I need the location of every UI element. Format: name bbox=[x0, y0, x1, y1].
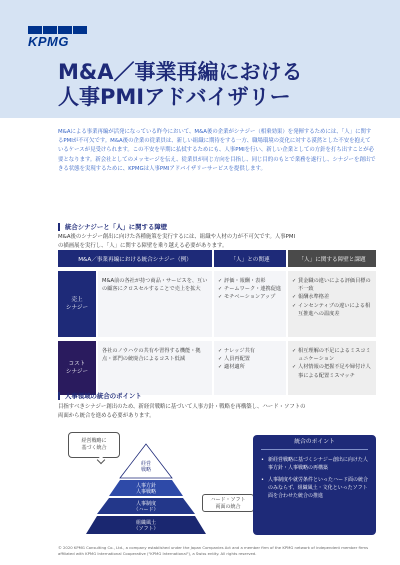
row-label-sales bbox=[58, 271, 96, 337]
list-item: ✓ 相互理解の不足によるミスコミュニケーション bbox=[292, 347, 372, 363]
hr-integration-diagram bbox=[58, 432, 376, 537]
title-line-2: 人事PMIアドバイザリー bbox=[58, 85, 291, 109]
section2-heading: 人事領域の統合のポイント bbox=[58, 392, 142, 400]
intro-paragraph: M&Aによる事業再編が活発になっている昨今において、M&A後の企業がシナジー（相乗効果）を発揮するためには、「人」に関するPMIが不可欠です。M&A後の企業の従業員は、新しい組織に期待をする一方、職場環境の変化に対する漠然とした不安を抱えているケースが見受けられます。この不安を早期に払拭するためにも、人事PMIを行い、新しい企業としての方針を打ち出すことが必要となります。新会社としてのメッセージを伝え、従業員が同じ方向を目指し、同じ目的のもとで業務を遂行し、シナジーを創出できる状態を実現するために、KPMGは人事PMIアドバイザリーサービスを提供します。 bbox=[58, 129, 376, 172]
table-row bbox=[58, 271, 376, 337]
synergy-table bbox=[58, 250, 376, 395]
list-item: ✓ モチベーションアップ bbox=[218, 293, 282, 301]
integration-points-box bbox=[253, 435, 376, 535]
row-barriers-list bbox=[288, 271, 376, 337]
pyramid-text-0: 経営戦略 bbox=[140, 461, 152, 473]
hero-banner bbox=[0, 0, 400, 118]
row-label-text: コスト シナジー bbox=[65, 361, 89, 375]
list-item: • 新経営戦略に基づくシナジー創出に向けた人事方針・人事戦略の再構築 bbox=[261, 456, 368, 472]
table-header-barriers: 「人」に関する障壁と課題 bbox=[288, 250, 376, 267]
row-label-cost bbox=[58, 341, 96, 395]
table-header-synergy: M&A／事業再編における統合シナジー（例） bbox=[58, 250, 212, 267]
logo-boxes-icon bbox=[28, 26, 90, 34]
list-item: ✓ 賃金職の違いによる評価目標の不一致 bbox=[292, 277, 372, 293]
pyramid-text-1: 人事方針人事戦略 bbox=[135, 483, 157, 495]
section2-paragraph: 目指すべきシナジー創出のため、新経営戦略に基づいて人事方針・戦略を再構築し、ハード・ソフトの両面から統合を進める必要があります。 bbox=[58, 404, 306, 419]
row-relation-list bbox=[214, 271, 286, 337]
logo-wordmark: KPMG bbox=[28, 34, 69, 49]
pyramid-text-3: 組織風土（ソフト） bbox=[133, 520, 159, 532]
copyright-footer: © 2020 KPMG Consulting Co., Ltd., a company established under the Japan Companies Act and a member firm of the KPMG network of independent member firms affiliated with KPMG International Cooperative ("KPMG International"), a Swiss entity. All rights reserved. bbox=[58, 545, 369, 556]
section1-heading: 統合シナジーと「人」に関する障壁 bbox=[58, 223, 167, 231]
pyramid-text-2: 人事制度（ハード） bbox=[133, 501, 159, 513]
list-item: ✓ 評価・報酬・表彰 bbox=[218, 277, 282, 285]
row-synergy-text: 各社のノウハウの共有や習得する機能・拠点・部門の統廃合によるコスト低減 bbox=[98, 341, 212, 395]
points-heading: 統合のポイント bbox=[261, 435, 368, 450]
page-title bbox=[58, 60, 378, 110]
bubble-text: 経営戦略に 基づく統合 bbox=[81, 438, 107, 451]
table-header-relation: 「人」との関連 bbox=[214, 250, 286, 267]
list-item: ✓ 人材情報の把握不足や婦付け人事による配置ミスマッチ bbox=[292, 363, 372, 379]
kpmg-logo bbox=[28, 26, 90, 48]
list-item: ✓ 適材適所 bbox=[218, 363, 282, 371]
row-label-text: 売上 シナジー bbox=[65, 297, 89, 311]
list-item: ✓ 報酬水準格差 bbox=[292, 293, 372, 301]
row-synergy-text: M&A前の各社が持つ商品・サービスを、互いの顧客にクロスセルすることで売上を拡大 bbox=[98, 271, 212, 337]
table-header-row bbox=[58, 250, 376, 267]
list-item: ✓ ナレッジ共有 bbox=[218, 347, 282, 355]
list-item: ✓ インセンティブの違いによる相互推進への温度差 bbox=[292, 302, 372, 318]
hard-soft-label bbox=[202, 494, 254, 512]
pyramid-graphic bbox=[58, 432, 258, 537]
row-relation-list bbox=[214, 341, 286, 395]
title-line-1: M&A／事業再編における bbox=[58, 60, 303, 84]
list-item: • 人事制度や就労条件といったハード面の統合のみならず、組織風土・文化といったソフト面を合わせた統合の推進 bbox=[261, 476, 368, 500]
list-item: ✓ 人員再配置 bbox=[218, 355, 282, 363]
table-row bbox=[58, 341, 376, 395]
side-label-text: ハード・ソフト 両面の統合 bbox=[210, 497, 246, 510]
list-item: ✓ チームワーク・連携促進 bbox=[218, 285, 282, 293]
row-barriers-list bbox=[288, 341, 376, 395]
section1-paragraph: M&A後のシナジー創出に向けた各種施策を実行するには、組織や人材の力が不可欠です。人事PMIの描画展を実行し、「人」に関する障壁を乗り越える必要があります。 bbox=[58, 234, 296, 249]
